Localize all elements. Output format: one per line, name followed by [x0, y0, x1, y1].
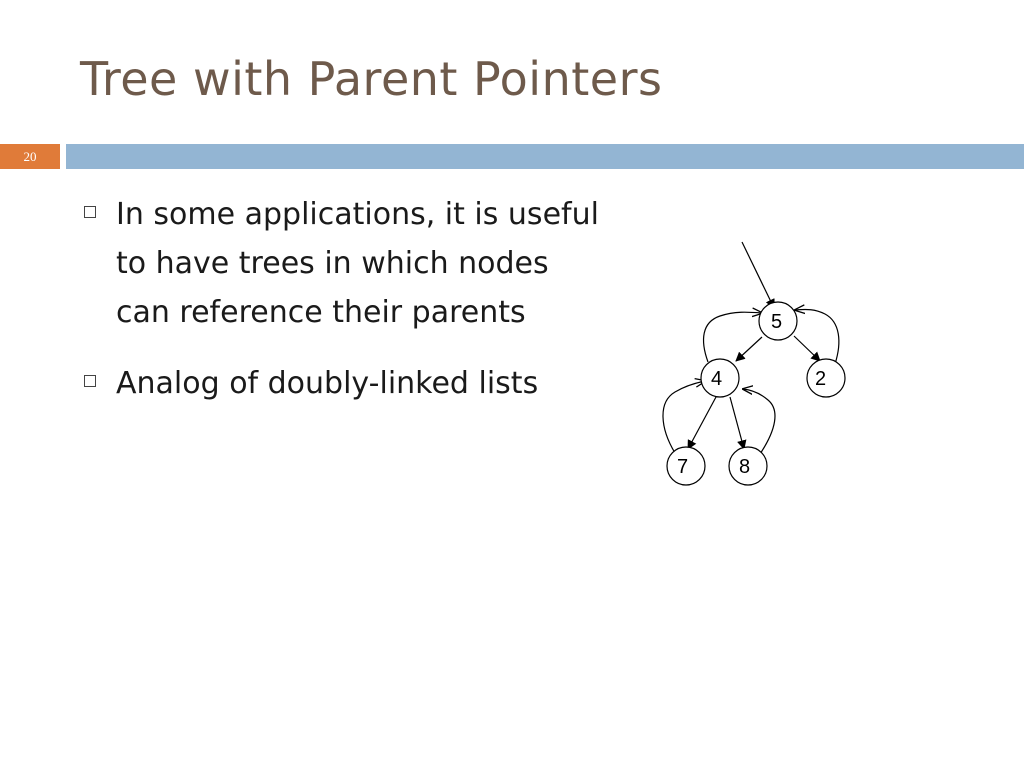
header-bar	[66, 144, 1024, 169]
tree-node	[759, 302, 797, 340]
tree-diagram	[640, 230, 880, 500]
root-pointer-arrow	[742, 242, 774, 308]
node-label: 8	[739, 456, 751, 478]
edge-5-2	[794, 336, 820, 361]
bullet-line: In some applications, it is useful	[116, 197, 599, 232]
parent-pointer-2-to-5	[795, 309, 839, 364]
node-label: 2	[815, 368, 827, 390]
bullet-line: can reference their parents	[116, 295, 526, 330]
square-bullet-icon	[84, 375, 96, 387]
bullet-list	[80, 190, 640, 408]
slide-number: 20	[0, 144, 60, 169]
node-label: 5	[771, 311, 783, 333]
parent-pointer-4-to-5	[704, 312, 762, 362]
bullet-item	[80, 190, 640, 337]
tree-node	[729, 447, 767, 485]
square-bullet-icon	[84, 206, 96, 218]
bullet-line: to have trees in which nodes	[116, 246, 549, 281]
edge-4-7	[688, 397, 716, 449]
tree-node	[667, 447, 705, 485]
bullet-item	[80, 359, 640, 408]
tree-node	[701, 359, 739, 397]
node-label: 7	[677, 456, 689, 478]
slide-title: Tree with Parent Pointers	[80, 52, 663, 106]
tree-node	[807, 359, 845, 397]
edge-5-4	[736, 337, 762, 361]
parent-pointer-7-to-4	[663, 381, 705, 453]
bullet-line: Analog of doubly-linked lists	[116, 366, 539, 401]
node-label: 4	[711, 368, 723, 390]
parent-pointer-8-to-4	[743, 389, 775, 454]
edge-4-8	[730, 397, 744, 449]
